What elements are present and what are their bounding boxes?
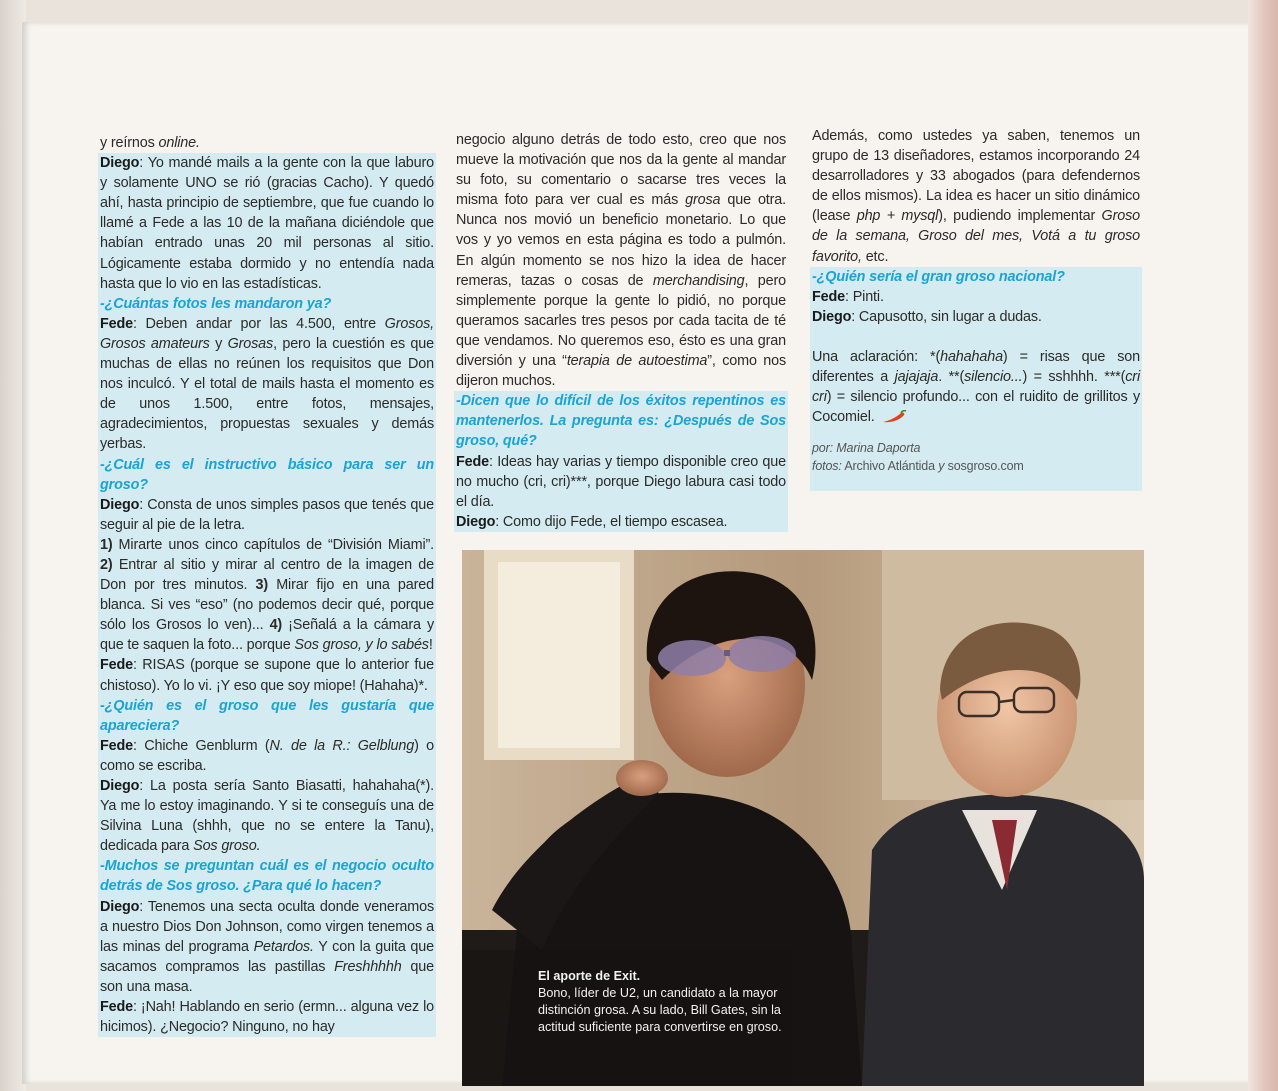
paragraph: Diego: Tenemos una secta oculta donde veneramos a nuestro Dios Don Johnson, como virgen tenemos a las minas del programa Petardos. Y con la guita que sacamos compramos las pastillas Freshhhhh que son una masa.	[100, 898, 434, 995]
highlighted-block	[810, 267, 1142, 492]
photo-caption	[538, 968, 788, 1036]
steps-paragraph: 1) Mirarte unos cinco capítulos de “División Miami”. 2) Entrar al sitio y mirar al centro de la imagen de Don por tres minutos. 3) Mirar fijo en una pared blanca. Si ves “eso” (no podemos decir qué, porque sólo los Grosos lo ven)... 4) ¡Señalá a la cámara y que te saquen la foto... porque Sos groso, y lo sabés!	[100, 536, 434, 654]
paragraph: y reírnos online.	[100, 135, 200, 151]
paragraph: Diego: Capusotto, sin lugar a dudas.	[812, 308, 1042, 325]
highlighted-block	[98, 153, 436, 1037]
chili-pepper-icon	[881, 410, 907, 424]
interview-question: -¿Quién es el groso que les gustaría que apareciera?	[100, 697, 434, 734]
paragraph: Fede: Chiche Genblurm (N. de la R.: Gelblung) o como se escriba.	[100, 737, 434, 774]
interview-question: -¿Cuál es el instructivo básico para ser un groso?	[100, 456, 434, 493]
caption-text: Bono, líder de U2, un candidato a la mayor distinción grosa. A su lado, Bill Gates, sin la actitud suficiente para convertirse en groso.	[538, 986, 782, 1034]
speaker-name: Diego	[100, 496, 140, 513]
speaker-name: Fede	[100, 999, 133, 1016]
interview-question: -¿Quién sería el gran groso nacional?	[812, 268, 1065, 285]
author-credit: por: Marina Daporta	[812, 441, 921, 456]
caption-title: El aporte de Exit.	[538, 969, 641, 983]
paragraph: Diego: La posta sería Santo Biasatti, hahahaha(*). Ya me lo estoy imaginando. Y si te conseguís una de Silvina Luna (shhh, que no se entere la Tanu), dedicada para Sos groso.	[100, 778, 434, 855]
interview-question: -¿Cuántas fotos les mandaron ya?	[100, 295, 332, 312]
speaker-name: Diego	[456, 513, 496, 530]
paragraph: Diego: Como dijo Fede, el tiempo escasea.	[456, 513, 728, 530]
interview-question: -Dicen que lo difícil de los éxitos repentinos es mantenerlos. La pregunta es: ¿Después de Sos groso, qué?	[456, 393, 786, 450]
paragraph: Fede: Ideas hay varias y tiempo disponible creo que no mucho (cri, cri)***, porque Diego labura casi todo el día.	[456, 453, 786, 510]
paragraph: negocio alguno detrás de todo esto, creo que nos mueve la motivación que nos da la gente al mandar su foto, su comentario o sacarse tres veces la misma foto para ver cual es más grosa que otra. Nunca nos movió un beneficio monetario. Lo que vos y yo vemos en esta página es todo a pulmón. En algún momento se nos hizo la idea de hacer remeras, tazas o cosas de merchandising, pero simplemente porque la gente lo pidió, no porque queramos sacarles tres pesos por cada tacita de té que vendamos. No queremos eso, ésto es una gran diversión y una “terapia de autoestima”, como nos dijeron muchos.	[456, 132, 787, 390]
speaker-name: Diego	[100, 778, 140, 794]
speaker-name: Fede	[100, 737, 133, 754]
speaker-name: Fede	[100, 315, 133, 332]
article-column-1	[100, 133, 434, 1037]
interview-question: -Muchos se preguntan cuál es el negocio oculto detrás de Sos groso. ¿Para qué lo hacen?	[100, 858, 434, 895]
speaker-name: Fede	[100, 657, 133, 674]
speaker-name: Fede	[456, 453, 489, 470]
speaker-name: Diego	[100, 898, 140, 915]
highlighted-block	[454, 391, 788, 532]
paragraph: Fede: RISAS (porque se supone que lo anterior fue chistoso). Yo lo vi. ¡Y eso que soy miope! (Hahaha)*.	[100, 657, 434, 694]
paragraph: Diego: Consta de unos simples pasos que tenés que seguir al pie de la letra.	[100, 496, 434, 533]
speaker-name: Diego	[812, 308, 852, 325]
speaker-name: Fede	[812, 288, 845, 305]
paragraph: Fede: ¡Nah! Hablando en serio (ermn... alguna vez lo hicimos). ¿Negocio? Ninguno, no hay	[100, 999, 434, 1036]
book-edge-right	[1248, 0, 1278, 1091]
spacer	[812, 327, 1140, 347]
paragraph: Fede: Deben andar por las 4.500, entre Grosos, Grosos amateurs y Grosas, pero la cuestión es que muchas de ellas no reúnen los requisitos que Don nos inculcó. Y el total de mails hasta el momento es de unos 1.500, entre fotos, mensajes, agradecimientos, propuestas sexuales y demás yerbas.	[100, 315, 434, 453]
paragraph: Fede: Pinti.	[812, 288, 884, 305]
paragraph: Además, como ustedes ya saben, tenemos un grupo de 13 diseñadores, estamos incorporando 24 desarrolladores y 33 abogados (para defendernos de ellos mismos). La idea es hacer un sitio dinámico (lease php + mysql), pudiendo implementar Groso de la semana, Groso del mes, Votá a tu groso favorito, etc.	[812, 128, 1140, 265]
paragraph: Diego: Yo mandé mails a la gente con la que laburo y solamente UNO se rió (gracias Cacho). Y quedó ahí, hasta principio de septiembre, que fue cuando lo llamé a Fede a las 10 de la mañana diciéndole que habían entrado unas 20 mil personas al sitio. Lógicamente estaba dormido y no entendía nada hasta que lo vio en las estadísticas.	[100, 155, 434, 292]
footnote-paragraph: Una aclaración: *(hahahaha) = risas que son diferentes a jajajaja. **(silencio...) = sshhhh. ***(cri cri) = silencio profundo... con el ruidito de grillitos y Cocomiel.	[812, 348, 1140, 426]
article-column-2	[456, 130, 786, 532]
photo-credit: fotos: Archivo Atlántida y sosgroso.com	[812, 459, 1024, 474]
article-column-3	[812, 126, 1140, 491]
speaker-name: Diego	[100, 155, 140, 172]
article-credits	[812, 439, 1140, 475]
